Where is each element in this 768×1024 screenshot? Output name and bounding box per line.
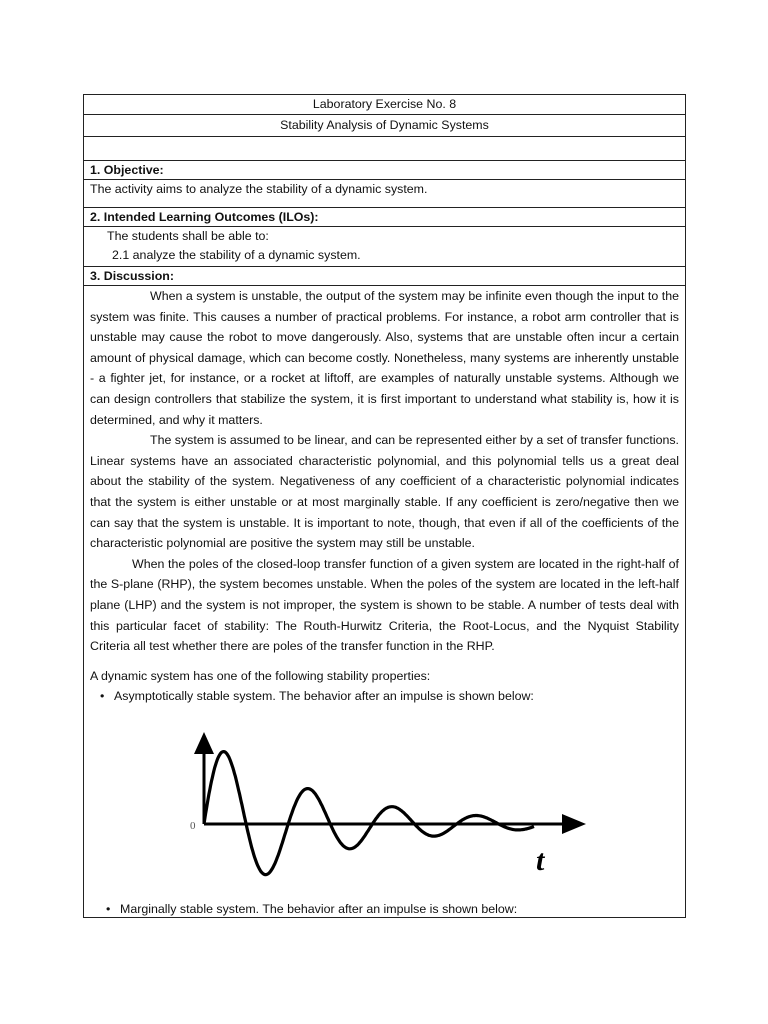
- lab-exercise-page: [83, 94, 686, 918]
- ilo-item: 2.1 analyze the stability of a dynamic system.: [112, 248, 361, 262]
- origin-label: 0: [190, 820, 196, 832]
- discussion-heading: 3. Discussion:: [90, 269, 175, 283]
- bullet-dot: •: [100, 689, 105, 704]
- damped-oscillation-figure: [184, 732, 589, 892]
- bullet-asymptotic-text: Asymptotically stable system. The behavior after an impulse is shown below:: [114, 689, 534, 704]
- discussion-paragraph-2: The system is assumed to be linear, and can be represented either by a set of transfer functions. Linear systems have an associated characteristic polynomial, and this polynomial tells us a great deal about the stability of the system. Negativeness of any coefficient of a characteristic polynomial indicates that the system is either unstable or at most marginally stable. If any coefficient is zero/negative then we can say that the system is unstable. It is important to note, though, that even if all of the coefficients of the characteristic polynomial are positive the system may still be unstable.: [90, 433, 679, 551]
- ilo-intro: The students shall be able to:: [107, 229, 269, 243]
- time-axis-label: t: [536, 844, 545, 877]
- objective-text-row: [84, 180, 685, 208]
- x-axis-arrow-icon: [562, 814, 586, 834]
- objective-heading-row: [84, 161, 685, 180]
- discussion-paragraph-4: A dynamic system has one of the following stability properties:: [90, 668, 431, 683]
- ilo-heading: 2. Intended Learning Outcomes (ILOs):: [90, 210, 319, 224]
- y-axis-arrow-icon: [194, 732, 214, 754]
- objective-heading: 1. Objective:: [90, 163, 164, 177]
- ilo-text-row: [84, 227, 685, 267]
- bullet-dot: •: [106, 902, 111, 916]
- discussion-paragraph-3: When the poles of the closed-loop transfer function of a given system are located in the right-half of the S-plane (RHP), the system becomes unstable. When the poles of the system are located in the left-half plane (LHP) and the system is not improper, the system is shown to be stable. A number of tests deal with this particular facet of stability: The Routh-Hurwitz Criteria, the Root-Locus, and the Nyquist Stability Criteria all test whether there are poles of the transfer function in the RHP.: [90, 556, 679, 654]
- page-subtitle: Stability Analysis of Dynamic Systems: [280, 118, 489, 132]
- subtitle-row: [84, 115, 685, 137]
- bullet-asymptotic: [84, 686, 685, 706]
- page-title: Laboratory Exercise No. 8: [312, 97, 457, 111]
- discussion-heading-row: [84, 267, 685, 286]
- discussion-paragraph-1: When a system is unstable, the output of the system may be infinite even though the input to the system was finite. This causes a number of practical problems. For instance, a robot arm controller that is unstable may cause the robot to move dangerously. Also, systems that are unstable often incur a certain amount of physical damage, which can become costly. Nonetheless, many systems are inherently unstable - a fighter jet, for instance, or a rocket at liftoff, are examples of naturally unstable systems. Although we can design controllers that stabilize the system, it is first important to understand what stability is, how it is determined, and why it matters.: [90, 289, 679, 427]
- discussion-body: [84, 286, 685, 686]
- bullet-marginal-text: Marginally stable system. The behavior after an impulse is shown below:: [120, 902, 518, 916]
- blank-row: [84, 137, 685, 161]
- objective-text: The activity aims to analyze the stability of a dynamic system.: [90, 182, 428, 196]
- ilo-heading-row: [84, 208, 685, 227]
- title-row: [84, 95, 685, 115]
- impulse-response-curve: [204, 752, 534, 875]
- bullet-marginal: [90, 899, 517, 919]
